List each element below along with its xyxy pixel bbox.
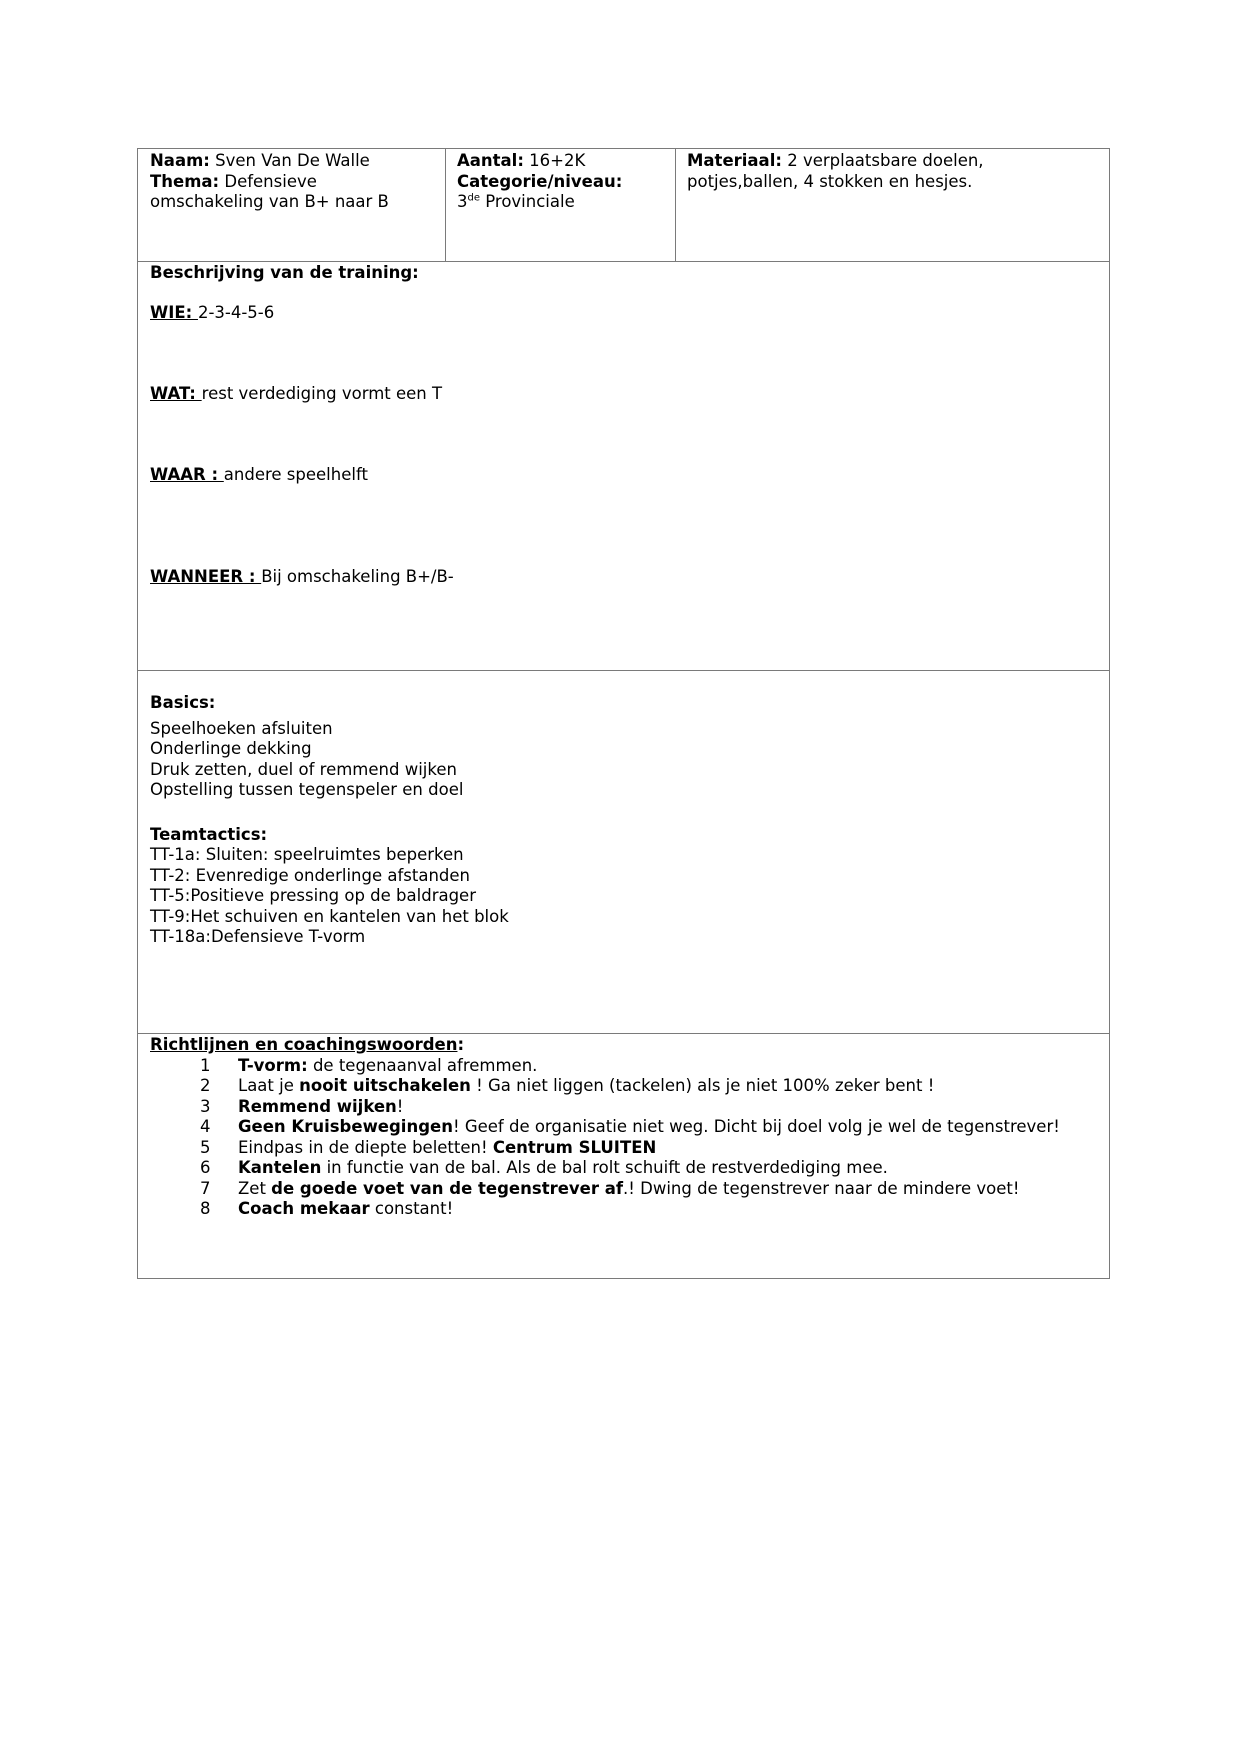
naam-thema-cell [150, 151, 440, 213]
richtlijn-item [150, 1158, 1100, 1179]
richtlijn-plain: de tegenaanval afremmen. [307, 1055, 538, 1075]
richtlijnen-section [150, 1035, 1105, 1235]
richtlijn-item [150, 1076, 1100, 1097]
richtlijn-bold: Remmend wijken [238, 1096, 397, 1116]
categorie-value: Provinciale [480, 192, 575, 211]
richtlijn-bold: Kantelen [238, 1158, 322, 1177]
naam-label: Naam: [150, 151, 210, 170]
richtlijn-text [238, 1199, 453, 1220]
wat-value: rest verdediging vormt een T [201, 384, 443, 403]
richtlijn-plain: ! Geef de organisatie niet weg. Dicht bij doel volg je wel de tegenstrever! [452, 1117, 1060, 1136]
richtlijnen-title-text: Richtlijnen en coachingswoorden [150, 1035, 458, 1054]
basics-item: Onderlinge dekking [150, 739, 312, 758]
wie-label: WIE: [150, 303, 198, 322]
categorie-superscript: de [467, 192, 480, 204]
waar-value: andere speelhelft [223, 465, 368, 484]
beschrijving-title: Beschrijving van de training: [150, 263, 419, 282]
teamtactics-item: TT-5:Positieve pressing op de baldrager [150, 886, 476, 905]
richtlijn-bold: T-vorm: [238, 1055, 308, 1075]
richtlijn-bold: Geen Kruisbewegingen [238, 1117, 453, 1136]
basics-section [150, 693, 1100, 948]
richtlijn-number: 3 [200, 1096, 211, 1116]
richtlijn-number: 7 [200, 1178, 211, 1198]
waar-line [150, 465, 368, 486]
waar-label: WAAR : [150, 465, 224, 484]
column-divider [445, 149, 446, 262]
materiaal-label: Materiaal: [687, 151, 782, 170]
aantal-value: 16+2K [523, 151, 586, 170]
basics-title: Basics: [150, 693, 216, 712]
richtlijn-plain: ! Ga niet liggen (tackelen) als je niet 100% zeker bent ! [470, 1076, 935, 1095]
richtlijn-bold: de goede voet van de tegenstrever af [271, 1178, 624, 1198]
richtlijn-plain: Laat je [238, 1076, 300, 1095]
materiaal-value-continued: potjes,ballen, 4 stokken en hesjes. [687, 171, 973, 191]
richtlijn-item [150, 1199, 1100, 1220]
richtlijn-item [150, 1138, 1100, 1159]
wanneer-line [150, 567, 454, 588]
row-divider [138, 1033, 1109, 1034]
row-divider [138, 261, 1109, 262]
wanneer-label: WANNEER : [150, 567, 262, 586]
richtlijn-number: 5 [200, 1137, 211, 1157]
richtlijn-plain: Eindpas in de diepte beletten! [238, 1137, 493, 1157]
categorie-value-line [457, 192, 672, 213]
wat-label: WAT: [150, 384, 202, 403]
richtlijnen-title [150, 1035, 464, 1056]
richtlijn-plain: .! Dwing de tegenstrever naar de mindere voet! [623, 1178, 1020, 1198]
aantal-line [457, 151, 672, 172]
thema-line [150, 172, 440, 193]
materiaal-line [687, 151, 1102, 172]
richtlijn-number: 8 [200, 1199, 211, 1218]
richtlijn-number: 4 [200, 1117, 211, 1136]
aantal-label: Aantal: [457, 151, 524, 170]
richtlijn-plain: constant! [369, 1199, 454, 1218]
thema-value: Defensieve [219, 171, 317, 191]
richtlijn-bold: nooit uitschakelen [299, 1076, 471, 1095]
richtlijn-text [238, 1117, 1060, 1138]
richtlijn-text [238, 1158, 888, 1179]
richtlijn-text [238, 1097, 403, 1118]
categorie-number: 3 [457, 192, 468, 211]
naam-value: Sven Van De Walle [209, 151, 370, 170]
materiaal-value: 2 verplaatsbare doelen, [781, 151, 984, 170]
materiaal-cell [687, 151, 1102, 192]
richtlijnen-title-colon: : [457, 1035, 465, 1054]
richtlijn-text [238, 1179, 1020, 1200]
richtlijn-number: 2 [200, 1076, 211, 1095]
richtlijn-item [150, 1056, 1100, 1077]
wat-line [150, 384, 442, 405]
teamtactics-item: TT-9:Het schuiven en kantelen van het blok [150, 906, 509, 926]
richtlijn-plain: ! [396, 1096, 404, 1116]
wanneer-value: Bij omschakeling B+/B- [261, 567, 454, 586]
training-form-table [137, 148, 1110, 1279]
teamtactics-title: Teamtactics: [150, 824, 268, 844]
wie-value: 2-3-4-5-6 [197, 303, 275, 322]
naam-line [150, 151, 440, 172]
richtlijn-text [238, 1056, 537, 1077]
richtlijn-item [150, 1097, 1100, 1118]
richtlijn-plain: in functie van de bal. Als de bal rolt schuift de restverdediging mee. [321, 1158, 888, 1177]
row-divider [138, 670, 1109, 671]
richtlijn-text [238, 1076, 934, 1097]
column-divider [675, 149, 676, 262]
richtlijn-text [238, 1138, 656, 1159]
wie-line [150, 303, 274, 324]
categorie-label: Categorie/niveau: [457, 171, 623, 191]
richtlijn-number: 6 [200, 1158, 211, 1177]
teamtactics-item: TT-1a: Sluiten: speelruimtes beperken [150, 845, 464, 864]
teamtactics-item: TT-18a:Defensieve T-vorm [150, 927, 366, 946]
richtlijn-bold: Coach mekaar [238, 1199, 370, 1218]
thema-label: Thema: [150, 171, 220, 191]
aantal-categorie-cell [457, 151, 672, 213]
richtlijn-plain: Zet [238, 1178, 272, 1198]
richtlijn-bold: Centrum SLUITEN [492, 1137, 657, 1157]
richtlijn-number: 1 [200, 1055, 211, 1075]
richtlijn-item [150, 1179, 1100, 1200]
basics-item: Opstelling tussen tegenspeler en doel [150, 780, 464, 799]
basics-item: Speelhoeken afsluiten [150, 718, 333, 738]
richtlijn-item [150, 1117, 1100, 1138]
thema-value-continued: omschakeling van B+ naar B [150, 192, 389, 211]
basics-item: Druk zetten, duel of remmend wijken [150, 759, 457, 779]
teamtactics-item: TT-2: Evenredige onderlinge afstanden [150, 865, 471, 885]
beschrijving-section [150, 263, 1100, 663]
